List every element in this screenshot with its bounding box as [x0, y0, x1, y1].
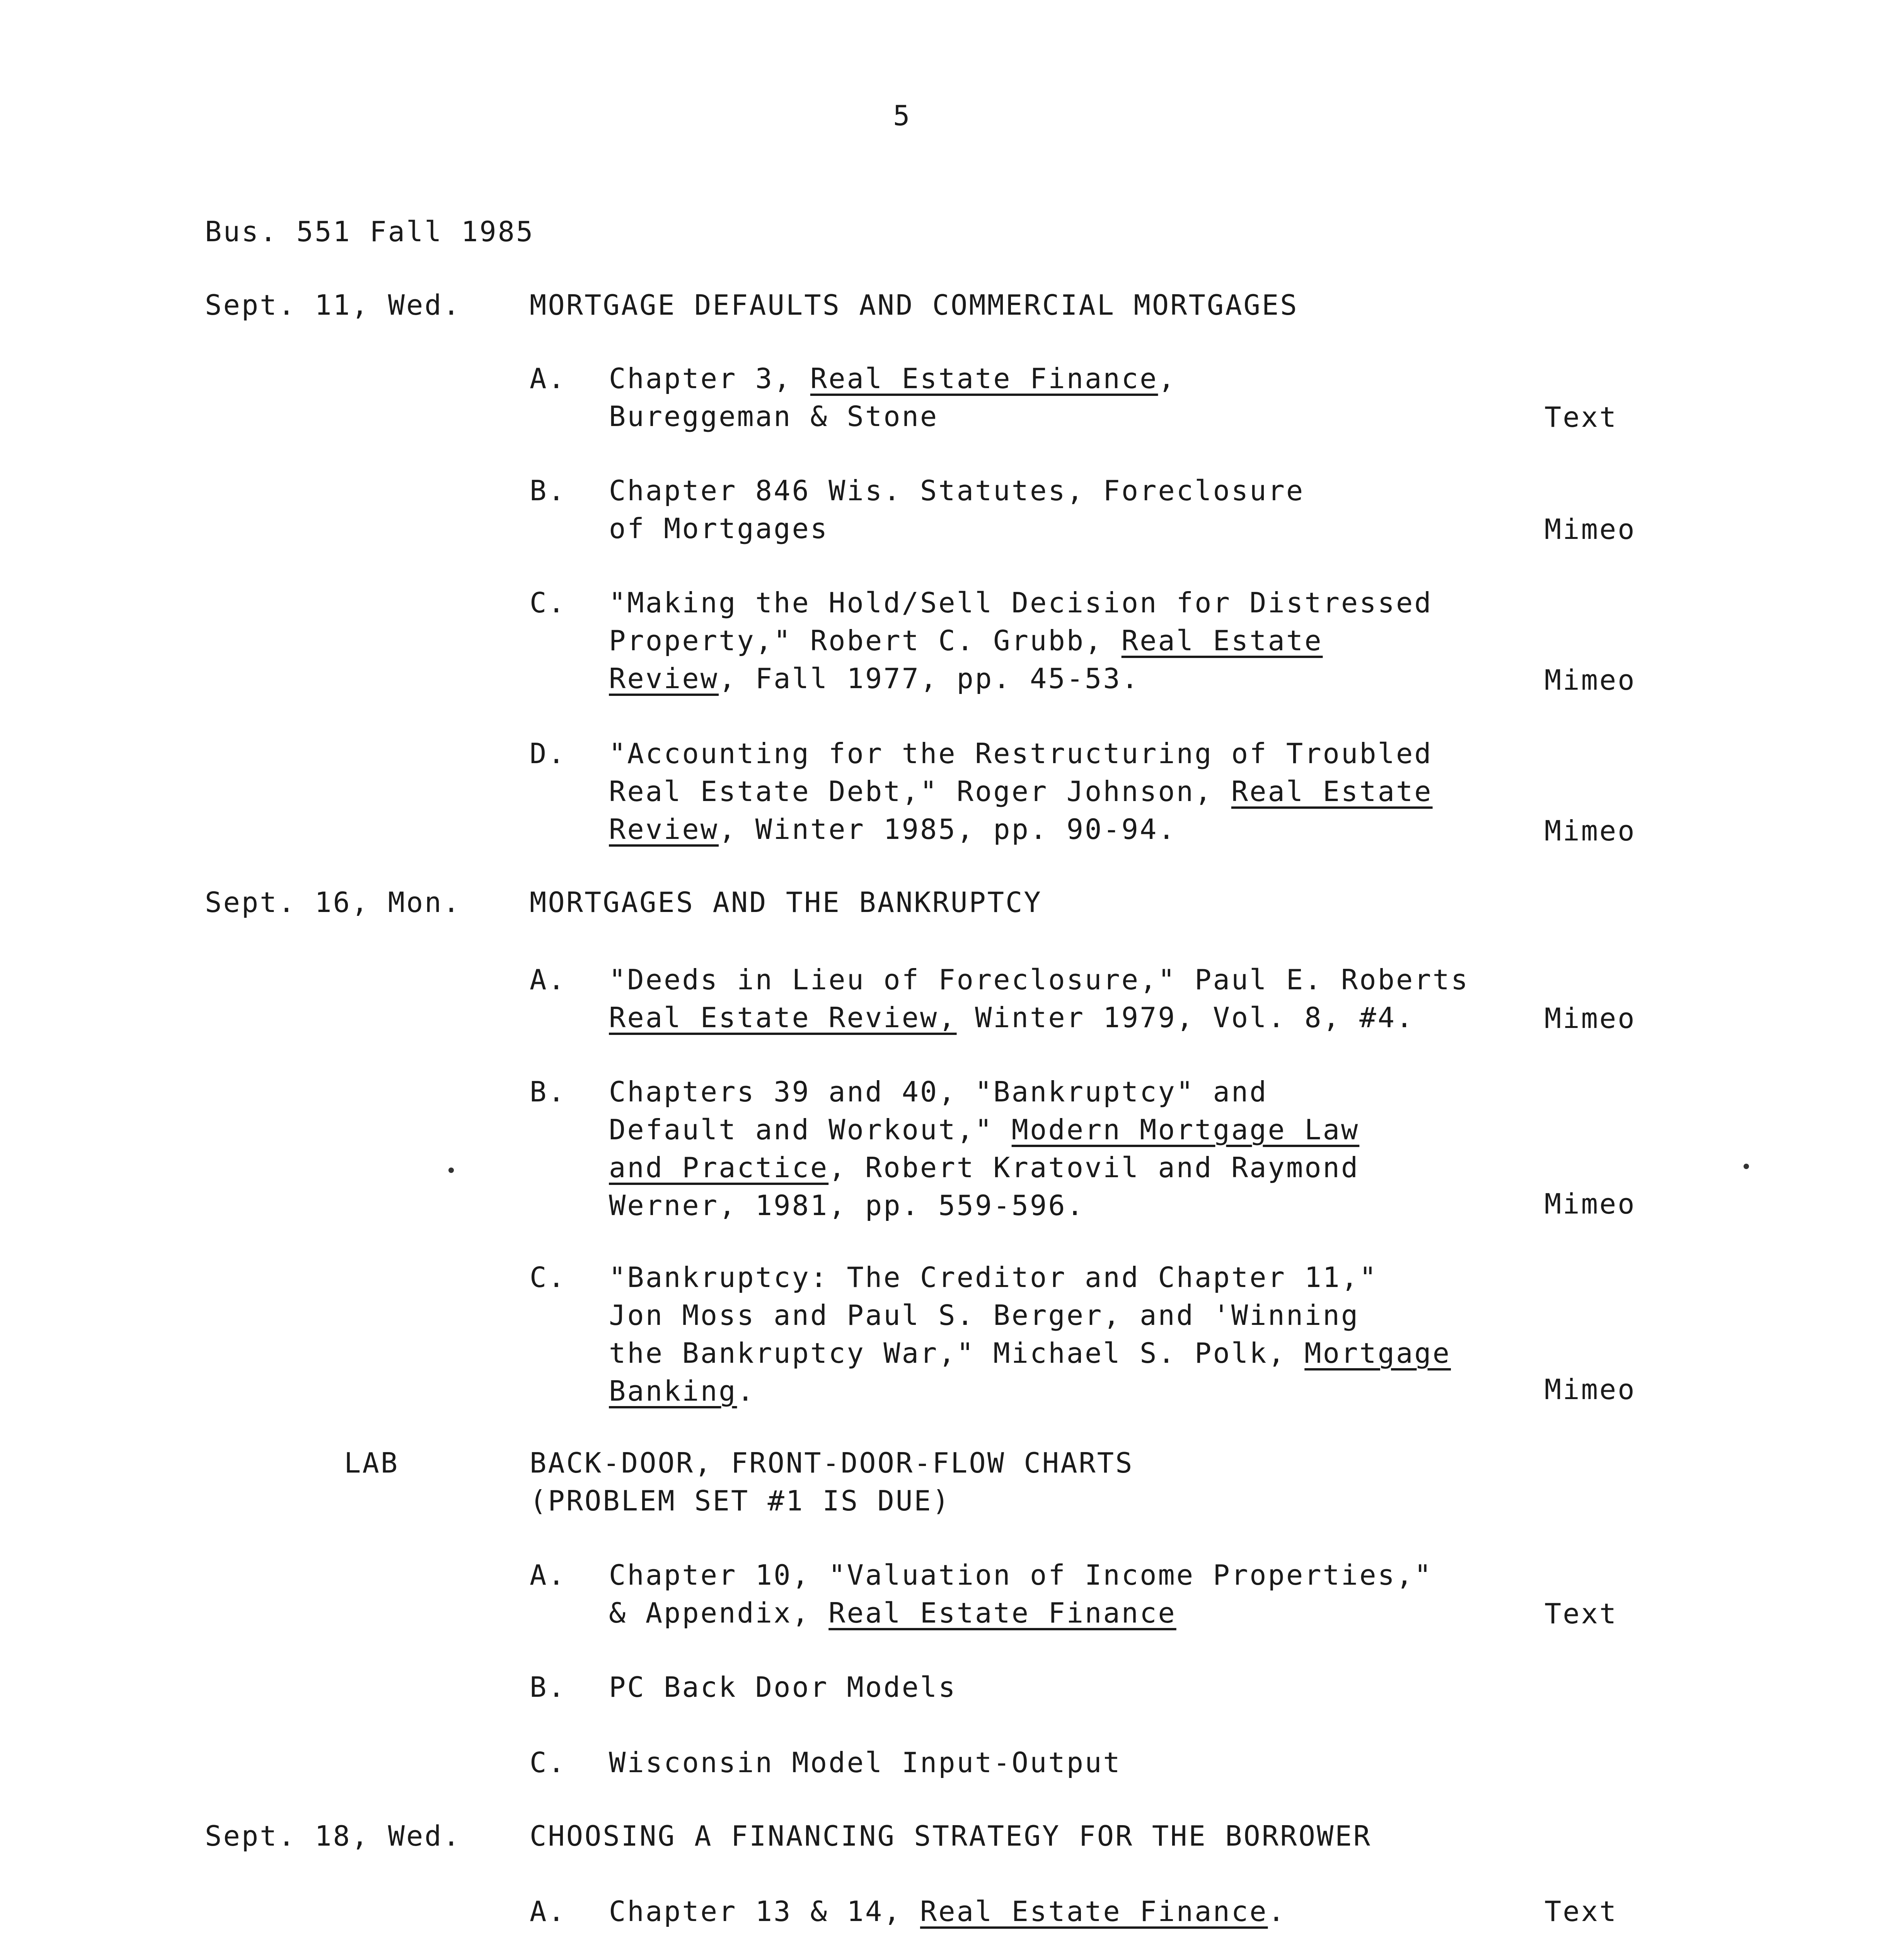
item-source: Mimeo	[1544, 1188, 1636, 1220]
citation-line	[609, 1334, 1451, 1372]
item-letter: A.	[530, 1895, 566, 1928]
citation-text: "Bankruptcy: The Creditor and Chapter 11,"	[609, 1261, 1378, 1294]
item-letter: C.	[530, 1261, 566, 1294]
item-citation	[609, 1258, 1451, 1410]
publication-title: Real Estate Finance	[828, 1597, 1176, 1629]
citation-line	[609, 622, 1433, 660]
item-citation	[609, 1892, 1286, 1930]
citation-text: the Bankruptcy War," Michael S. Polk,	[609, 1337, 1305, 1369]
citation-text: "Deeds in Lieu of Foreclosure," Paul E. Roberts	[609, 963, 1469, 996]
session-date: Sept. 18, Wed.	[205, 1820, 461, 1852]
session-topic-note: (PROBLEM SET #1 IS DUE)	[530, 1485, 951, 1517]
item-source: Text	[1544, 401, 1618, 433]
item-letter: C.	[530, 586, 566, 619]
session-topic: BACK-DOOR, FRONT-DOOR-FLOW CHARTS	[530, 1447, 1134, 1479]
session-date: Sept. 16, Mon.	[205, 886, 461, 919]
publication-title: and Practice	[609, 1151, 829, 1184]
citation-text: PC Back Door Models	[609, 1671, 957, 1703]
citation-line	[609, 1372, 1451, 1410]
item-citation	[609, 472, 1304, 547]
publication-title: Review	[609, 813, 719, 845]
item-citation	[609, 735, 1433, 848]
citation-line	[609, 1111, 1359, 1149]
citation-text: , Robert Kratovil and Raymond	[828, 1151, 1360, 1184]
publication-title: Real Estate	[1121, 624, 1323, 657]
item-source: Mimeo	[1544, 513, 1636, 545]
item-letter: A.	[530, 963, 566, 996]
item-source: Text	[1544, 1895, 1618, 1928]
session-date: LAB	[344, 1447, 399, 1479]
publication-title: Real Estate Review,	[609, 1001, 957, 1034]
citation-text: & Appendix,	[609, 1597, 829, 1629]
item-letter: B.	[530, 1671, 566, 1703]
session-topic: CHOOSING A FINANCING STRATEGY FOR THE BORROWER	[530, 1820, 1372, 1852]
citation-text: ,	[1158, 362, 1176, 395]
citation-line	[609, 1556, 1433, 1594]
citation-text: Wisconsin Model Input-Output	[609, 1746, 1122, 1779]
citation-text: Chapter 13 & 14,	[609, 1895, 920, 1928]
publication-title: Real Estate	[1231, 775, 1433, 808]
citation-line	[609, 1594, 1433, 1632]
session-topic: MORTGAGE DEFAULTS AND COMMERCIAL MORTGAGES	[530, 289, 1299, 321]
publication-title: Mortgage	[1304, 1337, 1451, 1369]
course-header: Bus. 551 Fall 1985	[205, 215, 535, 248]
publication-title: Banking	[609, 1375, 737, 1407]
item-letter: B.	[530, 1076, 566, 1108]
citation-text: Default and Workout,"	[609, 1113, 1012, 1146]
citation-text: .	[737, 1375, 755, 1407]
citation-text: Property," Robert C. Grubb,	[609, 624, 1122, 657]
scan-speck	[1744, 1164, 1749, 1169]
citation-text: of Mortgages	[609, 512, 829, 545]
citation-line	[609, 772, 1433, 810]
citation-line	[609, 810, 1433, 848]
citation-line	[609, 1073, 1359, 1111]
item-source: Mimeo	[1544, 1002, 1636, 1035]
citation-line	[609, 1258, 1451, 1296]
item-citation	[609, 1556, 1433, 1632]
item-citation	[609, 961, 1469, 1036]
citation-line	[609, 472, 1304, 510]
item-letter: B.	[530, 474, 566, 507]
item-letter: D.	[530, 737, 566, 770]
citation-text: Bureggeman & Stone	[609, 400, 939, 433]
citation-text: Werner, 1981, pp. 559-596.	[609, 1189, 1085, 1222]
item-citation	[609, 1073, 1359, 1224]
citation-line	[609, 510, 1304, 547]
citation-line	[609, 584, 1433, 622]
citation-text: Chapters 39 and 40, "Bankruptcy" and	[609, 1076, 1268, 1108]
citation-text: .	[1268, 1895, 1286, 1928]
item-source: Mimeo	[1544, 664, 1636, 696]
citation-line	[609, 360, 1176, 397]
item-letter: C.	[530, 1746, 566, 1779]
citation-line	[609, 1186, 1359, 1224]
citation-text: "Accounting for the Restructuring of Troubled	[609, 737, 1433, 770]
citation-text: Chapter 10, "Valuation of Income Properties,"	[609, 1559, 1433, 1591]
citation-text: Jon Moss and Paul S. Berger, and 'Winning	[609, 1299, 1360, 1331]
item-letter: A.	[530, 362, 566, 395]
item-source: Mimeo	[1544, 1373, 1636, 1406]
publication-title: Real Estate Finance	[920, 1895, 1268, 1928]
session-topic: MORTGAGES AND THE BANKRUPTCY	[530, 886, 1042, 919]
citation-text: , Winter 1985, pp. 90-94.	[719, 813, 1176, 845]
citation-text: Chapter 846 Wis. Statutes, Foreclosure	[609, 474, 1305, 507]
citation-line	[609, 961, 1469, 999]
citation-line	[609, 1296, 1451, 1334]
item-citation	[609, 1668, 957, 1706]
citation-text: Chapter 3,	[609, 362, 810, 395]
citation-line	[609, 1149, 1359, 1186]
citation-line	[609, 1892, 1286, 1930]
citation-line	[609, 735, 1433, 772]
item-source: Text	[1544, 1597, 1618, 1630]
publication-title: Review	[609, 662, 719, 695]
citation-line	[609, 660, 1433, 697]
citation-text: Winter 1979, Vol. 8, #4.	[956, 1001, 1415, 1034]
item-letter: A.	[530, 1559, 566, 1591]
session-date: Sept. 11, Wed.	[205, 289, 461, 321]
citation-line	[609, 397, 1176, 435]
citation-text: "Making the Hold/Sell Decision for Distressed	[609, 586, 1433, 619]
item-citation	[609, 360, 1176, 435]
publication-title: Modern Mortgage Law	[1011, 1113, 1360, 1146]
scan-speck	[448, 1168, 454, 1173]
item-citation	[609, 1744, 1122, 1781]
publication-title: Real Estate Finance	[810, 362, 1158, 395]
item-source: Mimeo	[1544, 815, 1636, 847]
citation-line	[609, 1668, 957, 1706]
citation-text: , Fall 1977, pp. 45-53.	[719, 662, 1140, 695]
citation-text: Real Estate Debt," Roger Johnson,	[609, 775, 1231, 808]
page-number: 5	[893, 99, 912, 132]
citation-line	[609, 999, 1469, 1036]
citation-line	[609, 1744, 1122, 1781]
item-citation	[609, 584, 1433, 697]
